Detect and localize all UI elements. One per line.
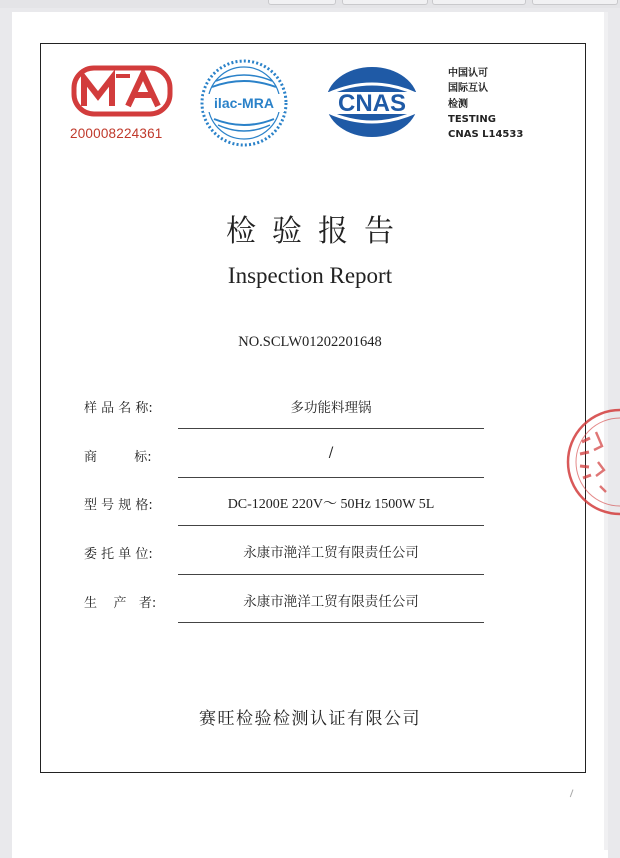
- top-tab[interactable]: [342, 0, 428, 5]
- field-value-model: DC-1200E 220V～ 50Hz 1500W 5L: [227, 497, 435, 512]
- red-seal-stamp-icon: [560, 402, 620, 522]
- field-label-model: 型 号 规 格:: [84, 498, 153, 513]
- cnas-logo-icon: [318, 64, 426, 140]
- field-underline: [178, 622, 484, 623]
- field-value-client: 永康市滟洋工贸有限责任公司: [243, 545, 419, 561]
- cnas-mark-text: CNAS: [337, 90, 407, 117]
- field-underline: [178, 477, 484, 478]
- top-tab[interactable]: [432, 0, 526, 5]
- accreditation-line: 国际互认: [448, 83, 488, 95]
- field-label-manufacturer: 生 产 者:: [84, 596, 157, 611]
- field-label-trademark: 商 标:: [84, 450, 152, 465]
- accreditation-line: 中国认可: [448, 68, 488, 79]
- field-value-trademark: /: [328, 445, 334, 461]
- accreditation-line: TESTING: [448, 113, 496, 125]
- report-number: NO.SCLW01202201648: [238, 334, 382, 350]
- report-title-cn: 检验报告: [226, 214, 410, 249]
- top-tab[interactable]: [532, 0, 618, 5]
- field-label-client: 委 托 单 位:: [84, 547, 153, 562]
- field-underline: [178, 525, 484, 526]
- cma-logo-icon: [70, 62, 174, 122]
- top-tab[interactable]: [268, 0, 336, 5]
- accreditation-block: [448, 66, 523, 142]
- field-label-sample-name: 样 品 名 称:: [84, 401, 153, 416]
- issuing-organization: 赛旺检验检测认证有限公司: [199, 709, 421, 729]
- top-bar: [0, 0, 620, 8]
- accreditation-line: CNAS L14533: [448, 129, 524, 141]
- report-title-en: Inspection Report: [227, 263, 393, 288]
- field-underline: [178, 574, 484, 575]
- field-value-manufacturer: 永康市滟洋工贸有限责任公司: [243, 594, 419, 610]
- cma-number: 200008224361: [70, 126, 163, 141]
- field-value-sample-name: 多功能料理锅: [290, 400, 372, 416]
- ilac-mra-logo-icon: [198, 57, 290, 149]
- field-underline: [178, 428, 484, 429]
- accreditation-line: 检测: [448, 98, 468, 110]
- ilac-mark-text: ilac-MRA: [214, 95, 274, 111]
